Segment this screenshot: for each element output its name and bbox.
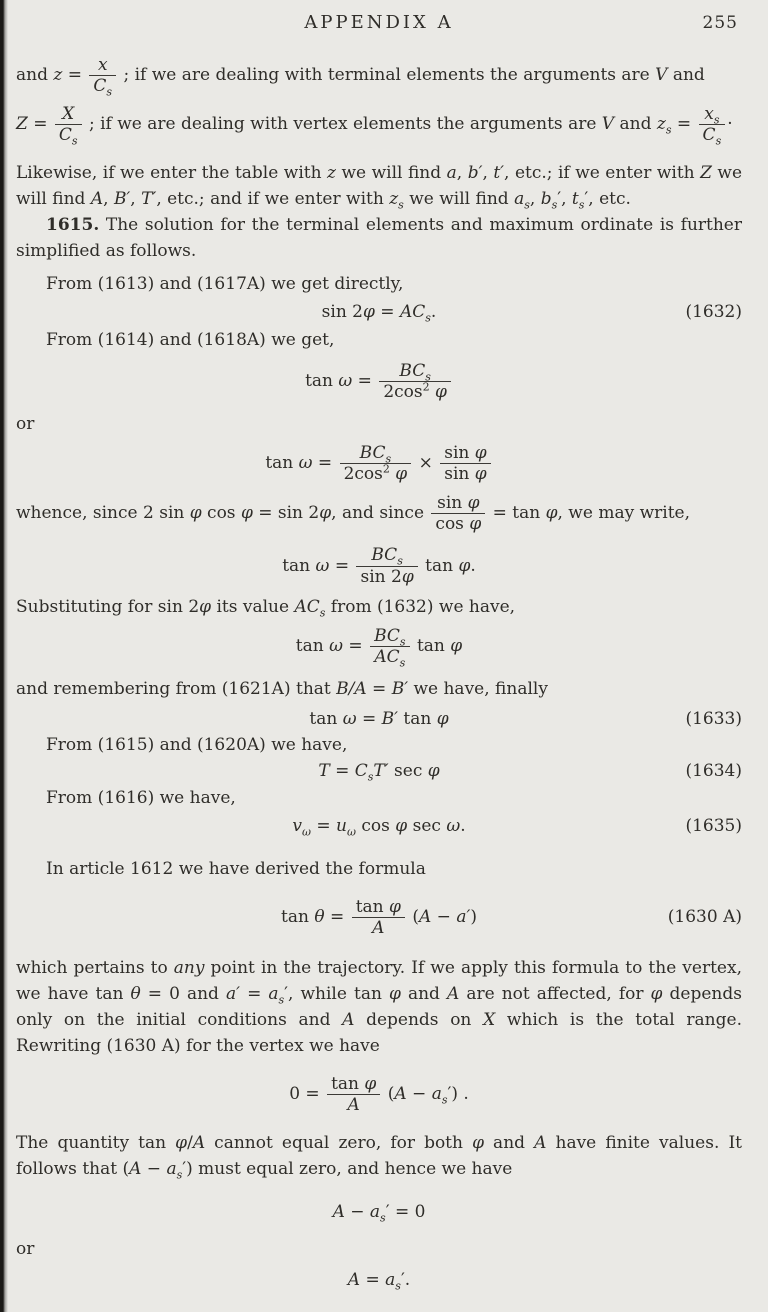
remembering-paragraph: and remembering from (1621A) that B/A = B′ we have, finally — [16, 678, 548, 699]
from-1614-line: From (1614) and (1618A) we get, — [46, 330, 335, 351]
quantity-paragraph: The quantity tan φ/A cannot equal zero, for both φ and A have finite values. It follows that $(A - a_s')$ must equal zero, and hence we have — [16, 1132, 742, 1182]
equation-1635-body: $v_\omega = u_\omega$ cos φ sec ω. — [292, 815, 466, 839]
equation-1635-number: (1635) — [685, 815, 742, 836]
substituting-paragraph: Substituting for sin 2φ its value $AC_s$ from (1632) we have, — [16, 596, 516, 619]
intro-line-1: and z = $\frac{x}{C_s}$ ; if we are dealing with terminal elements the arguments are V and — [16, 55, 705, 99]
fraction: $\frac{\text{sin φ}}{\text{sin φ}}$ — [438, 443, 492, 484]
or-connector-2: or — [16, 1238, 35, 1259]
equation-tan-omega-4-body: tan ω = $\frac{BC_s}{AC_s}$ tan φ — [295, 625, 463, 669]
equation-tan-omega-2-body: tan ω = $\frac{BC_s}{2\cos^2 \varphi}$ × $\frac{\text{sin φ}}{\text{sin φ}}$ — [265, 453, 492, 473]
equation-1630a — [16, 897, 742, 938]
scan-edge-shadow — [0, 0, 8, 1312]
equation-1632-body: $\sin 2\varphi = AC_s$. — [321, 302, 437, 325]
fraction: $\frac{\text{sin φ}}{\text{cos φ}}$ — [429, 493, 487, 534]
page-header — [16, 12, 742, 38]
equation-1634 — [16, 758, 742, 784]
equation-tan-omega-3-body: tan ω = $\frac{BC_s}{\sin 2\varphi}$ tan φ. — [282, 545, 476, 587]
from-1616-line: From (1616) we have, — [46, 787, 236, 808]
fraction: $\frac{x}{C_s}$ — [87, 55, 118, 96]
article-1612-paragraph: In article 1612 we have derived the formula — [46, 858, 426, 879]
whence-paragraph: whence, since 2 sin φ cos φ = sin 2φ, and since $\frac{\text{sin φ}}{\text{cos φ}}$ = tan φ, we may write, — [16, 493, 690, 535]
equation-tan-omega-1 — [16, 361, 742, 402]
equation-a-minus-as — [16, 1199, 742, 1225]
equation-1634-number: (1634) — [685, 760, 742, 781]
equation-vertex-body: 0 = $\frac{\text{tan φ}}{A}$ $(A - a_s')$ . — [289, 1073, 469, 1115]
equation-vertex — [16, 1074, 742, 1115]
likewise-paragraph: Likewise, if we enter the table with z we will find a, b′, t′, etc.; if we enter with Z we will find A, B′, T′, etc.; and if we enter with $z_s$ we will find $a_s$, $b_s'$, $t_s'$, etc. — [16, 163, 743, 212]
fraction: $\frac{\text{tan φ}}{A}$ — [325, 1074, 382, 1115]
article-1615-paragraph: 1615. The solution for the terminal elements and maximum ordinate is further simplified as follows. — [16, 215, 742, 262]
fraction: $\frac{X}{C_s}$ — [53, 104, 84, 145]
equation-1633-number: (1633) — [685, 708, 742, 729]
running-head: APPENDIX A — [304, 12, 454, 33]
equation-1635 — [16, 813, 742, 839]
equation-1630a-body: tan θ = $\frac{\text{tan φ}}{A}$ (A − a′) — [281, 896, 477, 938]
equation-tan-omega-2 — [16, 443, 742, 484]
equation-tan-omega-3 — [16, 545, 742, 586]
from-1615-line: From (1615) and (1620A) we have, — [46, 734, 348, 755]
equation-1633-body: tan ω = B′ tan φ — [309, 708, 449, 729]
fraction: $\frac{BC_s}{AC_s}$ — [368, 626, 411, 667]
fraction: $\frac{BC_s}{2\cos^2 \varphi}$ — [338, 443, 414, 484]
equation-1633 — [16, 706, 742, 732]
from-1613-line: From (1613) and (1617A) we get directly, — [46, 274, 404, 295]
equation-1632 — [16, 299, 742, 325]
equation-tan-omega-4 — [16, 626, 742, 667]
fraction: $\frac{x_s}{C_s}$ — [697, 104, 728, 145]
fraction: $\frac{BC_s}{2\cos^2 \varphi}$ — [377, 361, 453, 402]
intro-line-2: Z = $\frac{X}{C_s}$ ; if we are dealing with vertex elements the arguments are V and $z_s$ = $\frac{x_s}{C_s}$ · — [16, 104, 733, 148]
equation-1634-body: $T = C_sT'$ sec φ — [318, 760, 440, 784]
equation-a-equals-as — [16, 1267, 742, 1293]
fraction: $\frac{BC_s}{\sin 2\varphi}$ — [354, 545, 419, 586]
equation-a-minus-as-body: $A - a_s' = 0$ — [332, 1201, 426, 1225]
equation-a-equals-as-body: $A = a_s'$. — [347, 1269, 411, 1293]
fraction: $\frac{\text{tan φ}}{A}$ — [350, 897, 407, 938]
equation-1630a-number: (1630 A) — [667, 907, 742, 928]
equation-tan-omega-1-body: tan ω = $\frac{BC_s}{2\cos^2 \varphi}$ — [305, 371, 453, 391]
pertains-paragraph: which pertains to any point in the trajectory. If we apply this formula to the vertex, we have tan θ = 0 and $a' = a_s'$, while tan φ and A are not affected, for φ depends only on the initial conditions and A depends on X which is the total range. Rewriting (1630 A) for the vertex we have — [16, 957, 742, 1056]
or-connector-1: or — [16, 414, 35, 435]
page-number: 255 — [702, 13, 738, 33]
equation-1632-number: (1632) — [685, 302, 742, 323]
